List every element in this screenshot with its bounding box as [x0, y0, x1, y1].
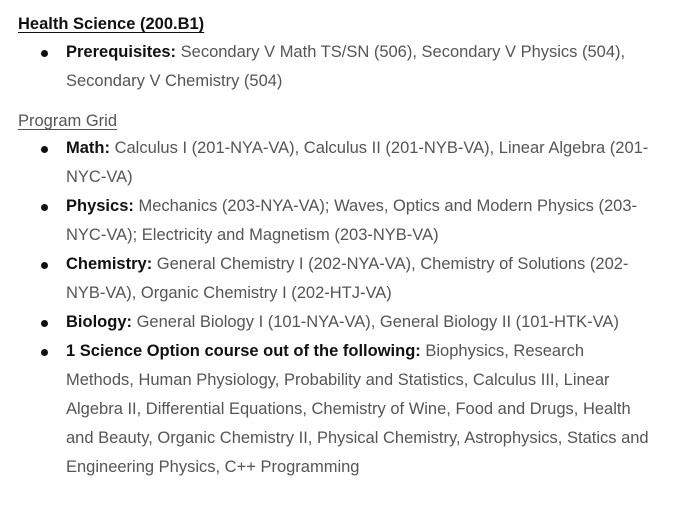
list-item — [18, 38, 653, 96]
list-item — [18, 250, 653, 308]
program-grid-list — [18, 134, 653, 482]
item-label: Math: — [66, 139, 110, 157]
item-label: 1 Science Option course out of the following: — [66, 342, 421, 360]
list-item — [18, 192, 653, 250]
item-label: Physics: — [66, 197, 134, 215]
bullet-icon — [41, 320, 48, 327]
bullet-icon — [41, 349, 48, 356]
program-grid-heading: Program Grid — [18, 112, 118, 130]
bullet-icon — [41, 50, 48, 57]
bullet-icon — [41, 204, 48, 211]
item-text: Biophysics, Research Methods, Human Physiology, Probability and Statistics, Calculus III, Linear Algebra II, Differential Equations, Chemistry of Wine, Food and Drugs, Health and Beauty, Organic Chemistry II, Physical Chemistry, Astrophysics, Statics and Engineering Physics, C++ Programming — [66, 342, 649, 476]
bullet-icon — [41, 146, 48, 153]
item-text: Secondary V Math TS/SN (506), Secondary V Physics (504), Secondary V Chemistry (504) — [66, 43, 626, 90]
item-text: Calculus I (201-NYA-VA), Calculus II (201-NYB-VA), Linear Algebra (201-NYC-VA) — [66, 139, 649, 186]
item-text: General Biology I (101-NYA-VA), General Biology II (101-HTK-VA) — [132, 313, 619, 331]
prerequisites-list — [18, 38, 653, 96]
item-label: Chemistry: — [66, 255, 153, 273]
program-title: Health Science (200.B1) — [18, 15, 205, 33]
list-item — [18, 134, 653, 192]
item-label: Prerequisites: — [66, 43, 177, 61]
list-item — [18, 337, 653, 482]
item-text: Mechanics (203-NYA-VA); Waves, Optics and Modern Physics (203-NYC-VA); Electricity and Magnetism (203-NYB-VA) — [66, 197, 637, 244]
list-item — [18, 308, 653, 337]
item-text: General Chemistry I (202-NYA-VA), Chemistry of Solutions (202-NYB-VA), Organic Chemistry I (202-HTJ-VA) — [66, 255, 629, 302]
bullet-icon — [41, 262, 48, 269]
item-label: Biology: — [66, 313, 132, 331]
